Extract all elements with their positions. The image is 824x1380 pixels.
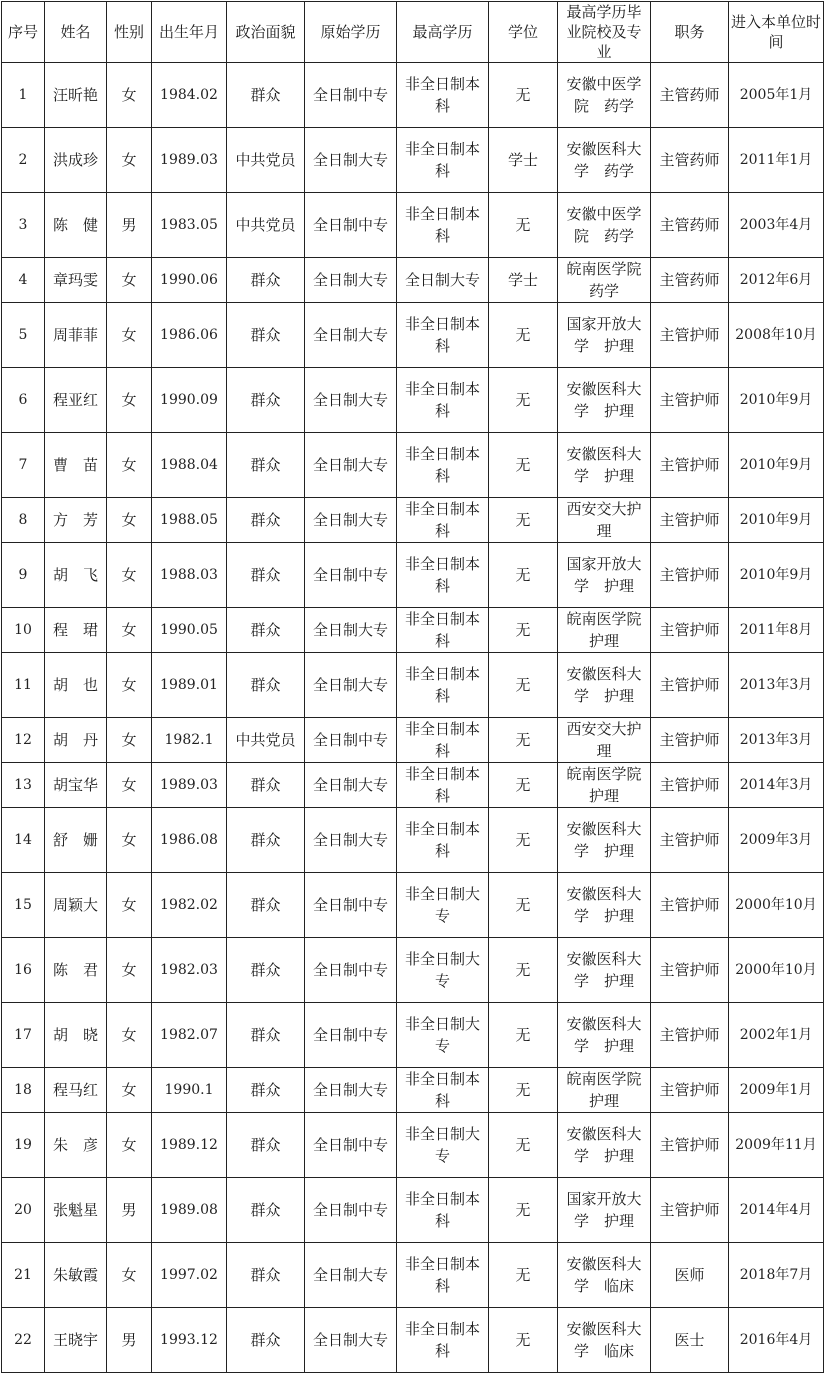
cell-no: 2	[2, 128, 45, 193]
cell-entry: 2018年7月	[729, 1243, 824, 1308]
cell-school: 安徽中医学院 药学	[558, 193, 651, 258]
cell-political: 群众	[227, 498, 305, 543]
cell-orig-edu: 全日制中专	[305, 718, 397, 763]
cell-title: 主管药师	[651, 258, 729, 303]
cell-no: 1	[2, 63, 45, 128]
cell-name: 朱敏霞	[45, 1243, 107, 1308]
cell-degree: 无	[489, 193, 558, 258]
cell-birth: 1989.03	[152, 128, 227, 193]
cell-school: 国家开放大学 护理	[558, 543, 651, 608]
cell-school: 皖南医学院护理	[558, 1068, 651, 1113]
cell-title: 主管护师	[651, 808, 729, 873]
cell-school: 国家开放大学 护理	[558, 1178, 651, 1243]
cell-degree: 无	[489, 63, 558, 128]
cell-birth: 1982.03	[152, 938, 227, 1003]
cell-sex: 女	[107, 258, 152, 303]
cell-political: 群众	[227, 1113, 305, 1178]
table-row	[2, 1243, 824, 1308]
cell-sex: 女	[107, 63, 152, 128]
cell-birth: 1993.12	[152, 1308, 227, 1373]
table-row	[2, 433, 824, 498]
cell-entry: 2010年9月	[729, 543, 824, 608]
cell-title: 主管护师	[651, 1003, 729, 1068]
table-row	[2, 653, 824, 718]
cell-no: 19	[2, 1113, 45, 1178]
cell-name: 周菲菲	[45, 303, 107, 368]
cell-no: 11	[2, 653, 45, 718]
cell-entry: 2014年3月	[729, 763, 824, 808]
cell-no: 10	[2, 608, 45, 653]
cell-orig-edu: 全日制大专	[305, 808, 397, 873]
cell-name: 胡 晓	[45, 1003, 107, 1068]
header-cell: 最高学历毕业院校及专业	[558, 2, 651, 63]
cell-entry: 2009年1月	[729, 1068, 824, 1113]
cell-political: 群众	[227, 1243, 305, 1308]
cell-birth: 1990.09	[152, 368, 227, 433]
cell-school: 安徽医科大学 临床	[558, 1308, 651, 1373]
cell-no: 8	[2, 498, 45, 543]
cell-title: 主管药师	[651, 63, 729, 128]
cell-entry: 2010年9月	[729, 498, 824, 543]
cell-degree: 无	[489, 1243, 558, 1308]
table-row	[2, 193, 824, 258]
header-cell: 出生年月	[152, 2, 227, 63]
cell-orig-edu: 全日制大专	[305, 433, 397, 498]
cell-entry: 2016年4月	[729, 1308, 824, 1373]
cell-birth: 1989.08	[152, 1178, 227, 1243]
table-row	[2, 63, 824, 128]
table-row	[2, 1113, 824, 1178]
cell-sex: 女	[107, 303, 152, 368]
cell-high-edu: 非全日制本科	[397, 498, 489, 543]
cell-degree: 学士	[489, 258, 558, 303]
cell-sex: 女	[107, 653, 152, 718]
cell-political: 中共党员	[227, 718, 305, 763]
cell-political: 群众	[227, 433, 305, 498]
cell-orig-edu: 全日制大专	[305, 368, 397, 433]
cell-birth: 1982.02	[152, 873, 227, 938]
cell-title: 主管护师	[651, 303, 729, 368]
cell-high-edu: 非全日制本科	[397, 608, 489, 653]
cell-sex: 女	[107, 873, 152, 938]
cell-degree: 无	[489, 1113, 558, 1178]
cell-title: 主管护师	[651, 1068, 729, 1113]
cell-name: 周颖大	[45, 873, 107, 938]
cell-title: 主管护师	[651, 608, 729, 653]
cell-entry: 2009年3月	[729, 808, 824, 873]
cell-school: 安徽医科大学 临床	[558, 1243, 651, 1308]
cell-orig-edu: 全日制中专	[305, 873, 397, 938]
cell-name: 程 珺	[45, 608, 107, 653]
cell-name: 汪昕艳	[45, 63, 107, 128]
cell-title: 主管护师	[651, 938, 729, 1003]
cell-degree: 无	[489, 873, 558, 938]
cell-school: 安徽医科大学 护理	[558, 433, 651, 498]
cell-title: 主管护师	[651, 433, 729, 498]
cell-degree: 无	[489, 938, 558, 1003]
cell-school: 安徽医科大学 护理	[558, 653, 651, 718]
cell-sex: 女	[107, 808, 152, 873]
cell-entry: 2012年6月	[729, 258, 824, 303]
cell-high-edu: 非全日制本科	[397, 368, 489, 433]
cell-title: 主管护师	[651, 873, 729, 938]
cell-title: 医士	[651, 1308, 729, 1373]
cell-no: 17	[2, 1003, 45, 1068]
header-cell: 职务	[651, 2, 729, 63]
cell-birth: 1982.1	[152, 718, 227, 763]
cell-school: 西安交大护理	[558, 718, 651, 763]
cell-political: 群众	[227, 1308, 305, 1373]
cell-no: 22	[2, 1308, 45, 1373]
cell-degree: 无	[489, 543, 558, 608]
cell-entry: 2013年3月	[729, 653, 824, 718]
cell-title: 主管护师	[651, 1113, 729, 1178]
cell-sex: 男	[107, 193, 152, 258]
cell-degree: 无	[489, 368, 558, 433]
header-cell: 政治面貌	[227, 2, 305, 63]
cell-high-edu: 非全日制本科	[397, 128, 489, 193]
cell-school: 皖南医学院护理	[558, 763, 651, 808]
cell-degree: 无	[489, 303, 558, 368]
cell-political: 群众	[227, 1003, 305, 1068]
cell-no: 16	[2, 938, 45, 1003]
cell-birth: 1989.12	[152, 1113, 227, 1178]
cell-degree: 无	[489, 608, 558, 653]
cell-entry: 2010年9月	[729, 433, 824, 498]
cell-degree: 无	[489, 653, 558, 718]
cell-no: 18	[2, 1068, 45, 1113]
staff-table	[1, 1, 824, 1373]
cell-high-edu: 非全日制本科	[397, 193, 489, 258]
cell-school: 安徽医科大学 护理	[558, 938, 651, 1003]
cell-degree: 无	[489, 808, 558, 873]
cell-name: 程马红	[45, 1068, 107, 1113]
cell-high-edu: 非全日制本科	[397, 1243, 489, 1308]
cell-birth: 1988.04	[152, 433, 227, 498]
header-cell: 姓名	[45, 2, 107, 63]
cell-no: 4	[2, 258, 45, 303]
cell-sex: 女	[107, 1113, 152, 1178]
cell-orig-edu: 全日制中专	[305, 193, 397, 258]
cell-orig-edu: 全日制中专	[305, 543, 397, 608]
cell-name: 胡 也	[45, 653, 107, 718]
header-cell: 序号	[2, 2, 45, 63]
cell-degree: 无	[489, 1308, 558, 1373]
cell-name: 胡宝华	[45, 763, 107, 808]
cell-sex: 男	[107, 1178, 152, 1243]
cell-orig-edu: 全日制大专	[305, 303, 397, 368]
cell-name: 方 芳	[45, 498, 107, 543]
table-row	[2, 718, 824, 763]
cell-name: 陈 健	[45, 193, 107, 258]
cell-orig-edu: 全日制中专	[305, 1178, 397, 1243]
cell-birth: 1990.05	[152, 608, 227, 653]
header-cell: 进入本单位时间	[729, 2, 824, 63]
cell-high-edu: 非全日制本科	[397, 1178, 489, 1243]
cell-entry: 2000年10月	[729, 873, 824, 938]
cell-title: 主管护师	[651, 1178, 729, 1243]
cell-no: 20	[2, 1178, 45, 1243]
cell-no: 5	[2, 303, 45, 368]
cell-political: 群众	[227, 873, 305, 938]
table-row	[2, 873, 824, 938]
cell-orig-edu: 全日制大专	[305, 1068, 397, 1113]
cell-title: 主管护师	[651, 763, 729, 808]
cell-orig-edu: 全日制大专	[305, 258, 397, 303]
cell-school: 西安交大护理	[558, 498, 651, 543]
cell-high-edu: 非全日制大专	[397, 938, 489, 1003]
cell-high-edu: 非全日制本科	[397, 1308, 489, 1373]
cell-sex: 女	[107, 498, 152, 543]
table-row	[2, 543, 824, 608]
table-row	[2, 498, 824, 543]
cell-political: 群众	[227, 63, 305, 128]
cell-political: 群众	[227, 808, 305, 873]
table-row	[2, 808, 824, 873]
cell-orig-edu: 全日制中专	[305, 1113, 397, 1178]
cell-sex: 女	[107, 608, 152, 653]
cell-birth: 1990.06	[152, 258, 227, 303]
cell-degree: 无	[489, 1003, 558, 1068]
cell-school: 安徽医科大学 护理	[558, 1113, 651, 1178]
table-row	[2, 608, 824, 653]
table-row	[2, 1003, 824, 1068]
cell-school: 安徽医科大学 药学	[558, 128, 651, 193]
cell-school: 皖南医学院药学	[558, 258, 651, 303]
cell-school: 安徽医科大学 护理	[558, 873, 651, 938]
cell-degree: 无	[489, 433, 558, 498]
cell-school: 皖南医学院护理	[558, 608, 651, 653]
cell-name: 朱 彦	[45, 1113, 107, 1178]
cell-degree: 学士	[489, 128, 558, 193]
cell-title: 医师	[651, 1243, 729, 1308]
table-row	[2, 1178, 824, 1243]
cell-entry: 2000年10月	[729, 938, 824, 1003]
cell-title: 主管护师	[651, 498, 729, 543]
cell-orig-edu: 全日制中专	[305, 938, 397, 1003]
cell-entry: 2008年10月	[729, 303, 824, 368]
cell-name: 程亚红	[45, 368, 107, 433]
table-row	[2, 938, 824, 1003]
cell-school: 安徽中医学院 药学	[558, 63, 651, 128]
cell-name: 王晓宇	[45, 1308, 107, 1373]
cell-name: 舒 姗	[45, 808, 107, 873]
cell-school: 安徽医科大学 护理	[558, 1003, 651, 1068]
cell-birth: 1988.03	[152, 543, 227, 608]
cell-high-edu: 非全日制大专	[397, 1003, 489, 1068]
header-cell: 性别	[107, 2, 152, 63]
cell-orig-edu: 全日制大专	[305, 498, 397, 543]
cell-high-edu: 非全日制本科	[397, 808, 489, 873]
table-row	[2, 763, 824, 808]
cell-school: 国家开放大学 护理	[558, 303, 651, 368]
cell-title: 主管护师	[651, 543, 729, 608]
cell-sex: 女	[107, 433, 152, 498]
cell-political: 群众	[227, 653, 305, 718]
cell-sex: 男	[107, 1308, 152, 1373]
table-row	[2, 368, 824, 433]
cell-orig-edu: 全日制大专	[305, 763, 397, 808]
cell-sex: 女	[107, 938, 152, 1003]
cell-political: 中共党员	[227, 193, 305, 258]
cell-high-edu: 非全日制大专	[397, 873, 489, 938]
cell-sex: 女	[107, 543, 152, 608]
cell-entry: 2005年1月	[729, 63, 824, 128]
cell-political: 群众	[227, 543, 305, 608]
cell-entry: 2011年8月	[729, 608, 824, 653]
cell-name: 胡 丹	[45, 718, 107, 763]
cell-no: 14	[2, 808, 45, 873]
cell-high-edu: 非全日制本科	[397, 763, 489, 808]
cell-no: 12	[2, 718, 45, 763]
cell-no: 21	[2, 1243, 45, 1308]
cell-high-edu: 非全日制本科	[397, 718, 489, 763]
cell-political: 群众	[227, 1178, 305, 1243]
cell-birth: 1983.05	[152, 193, 227, 258]
cell-political: 群众	[227, 763, 305, 808]
cell-entry: 2009年11月	[729, 1113, 824, 1178]
cell-political: 群众	[227, 368, 305, 433]
cell-sex: 女	[107, 1243, 152, 1308]
cell-no: 13	[2, 763, 45, 808]
table-row	[2, 303, 824, 368]
cell-birth: 1990.1	[152, 1068, 227, 1113]
cell-political: 群众	[227, 938, 305, 1003]
cell-name: 章玛雯	[45, 258, 107, 303]
cell-name: 洪成珍	[45, 128, 107, 193]
table-row	[2, 258, 824, 303]
cell-sex: 女	[107, 763, 152, 808]
header-cell: 最高学历	[397, 2, 489, 63]
table-body	[2, 63, 824, 1373]
cell-entry: 2003年4月	[729, 193, 824, 258]
cell-name: 胡 飞	[45, 543, 107, 608]
cell-orig-edu: 全日制大专	[305, 608, 397, 653]
cell-degree: 无	[489, 763, 558, 808]
cell-high-edu: 非全日制本科	[397, 303, 489, 368]
cell-entry: 2014年4月	[729, 1178, 824, 1243]
cell-birth: 1986.06	[152, 303, 227, 368]
cell-political: 中共党员	[227, 128, 305, 193]
cell-orig-edu: 全日制大专	[305, 1308, 397, 1373]
cell-title: 主管药师	[651, 193, 729, 258]
cell-sex: 女	[107, 128, 152, 193]
cell-no: 6	[2, 368, 45, 433]
cell-degree: 无	[489, 498, 558, 543]
cell-sex: 女	[107, 1068, 152, 1113]
cell-title: 主管护师	[651, 368, 729, 433]
cell-orig-edu: 全日制中专	[305, 63, 397, 128]
cell-sex: 女	[107, 718, 152, 763]
cell-high-edu: 非全日制本科	[397, 433, 489, 498]
cell-school: 安徽医科大学 护理	[558, 368, 651, 433]
cell-degree: 无	[489, 1178, 558, 1243]
cell-sex: 女	[107, 1003, 152, 1068]
cell-degree: 无	[489, 718, 558, 763]
cell-sex: 女	[107, 368, 152, 433]
cell-name: 陈 君	[45, 938, 107, 1003]
cell-orig-edu: 全日制大专	[305, 128, 397, 193]
cell-high-edu: 非全日制本科	[397, 63, 489, 128]
table-row	[2, 1068, 824, 1113]
cell-orig-edu: 全日制大专	[305, 1243, 397, 1308]
cell-orig-edu: 全日制中专	[305, 1003, 397, 1068]
header-row	[2, 2, 824, 63]
cell-title: 主管护师	[651, 653, 729, 718]
cell-school: 安徽医科大学 护理	[558, 808, 651, 873]
cell-high-edu: 非全日制本科	[397, 543, 489, 608]
cell-birth: 1984.02	[152, 63, 227, 128]
cell-name: 张魁星	[45, 1178, 107, 1243]
cell-birth: 1988.05	[152, 498, 227, 543]
cell-birth: 1989.01	[152, 653, 227, 718]
cell-entry: 2002年1月	[729, 1003, 824, 1068]
cell-birth: 1982.07	[152, 1003, 227, 1068]
cell-political: 群众	[227, 303, 305, 368]
header-cell: 原始学历	[305, 2, 397, 63]
cell-entry: 2011年1月	[729, 128, 824, 193]
cell-political: 群众	[227, 1068, 305, 1113]
cell-birth: 1989.03	[152, 763, 227, 808]
cell-high-edu: 非全日制大专	[397, 1113, 489, 1178]
cell-high-edu: 非全日制本科	[397, 653, 489, 718]
cell-no: 7	[2, 433, 45, 498]
cell-name: 曹 苗	[45, 433, 107, 498]
cell-title: 主管护师	[651, 718, 729, 763]
cell-high-edu: 全日制大专	[397, 258, 489, 303]
cell-high-edu: 非全日制本科	[397, 1068, 489, 1113]
cell-birth: 1986.08	[152, 808, 227, 873]
cell-birth: 1997.02	[152, 1243, 227, 1308]
cell-degree: 无	[489, 1068, 558, 1113]
cell-entry: 2010年9月	[729, 368, 824, 433]
table-row	[2, 128, 824, 193]
cell-political: 群众	[227, 258, 305, 303]
cell-no: 3	[2, 193, 45, 258]
header-cell: 学位	[489, 2, 558, 63]
cell-political: 群众	[227, 608, 305, 653]
cell-no: 9	[2, 543, 45, 608]
cell-entry: 2013年3月	[729, 718, 824, 763]
cell-no: 15	[2, 873, 45, 938]
cell-title: 主管药师	[651, 128, 729, 193]
cell-orig-edu: 全日制大专	[305, 653, 397, 718]
table-row	[2, 1308, 824, 1373]
